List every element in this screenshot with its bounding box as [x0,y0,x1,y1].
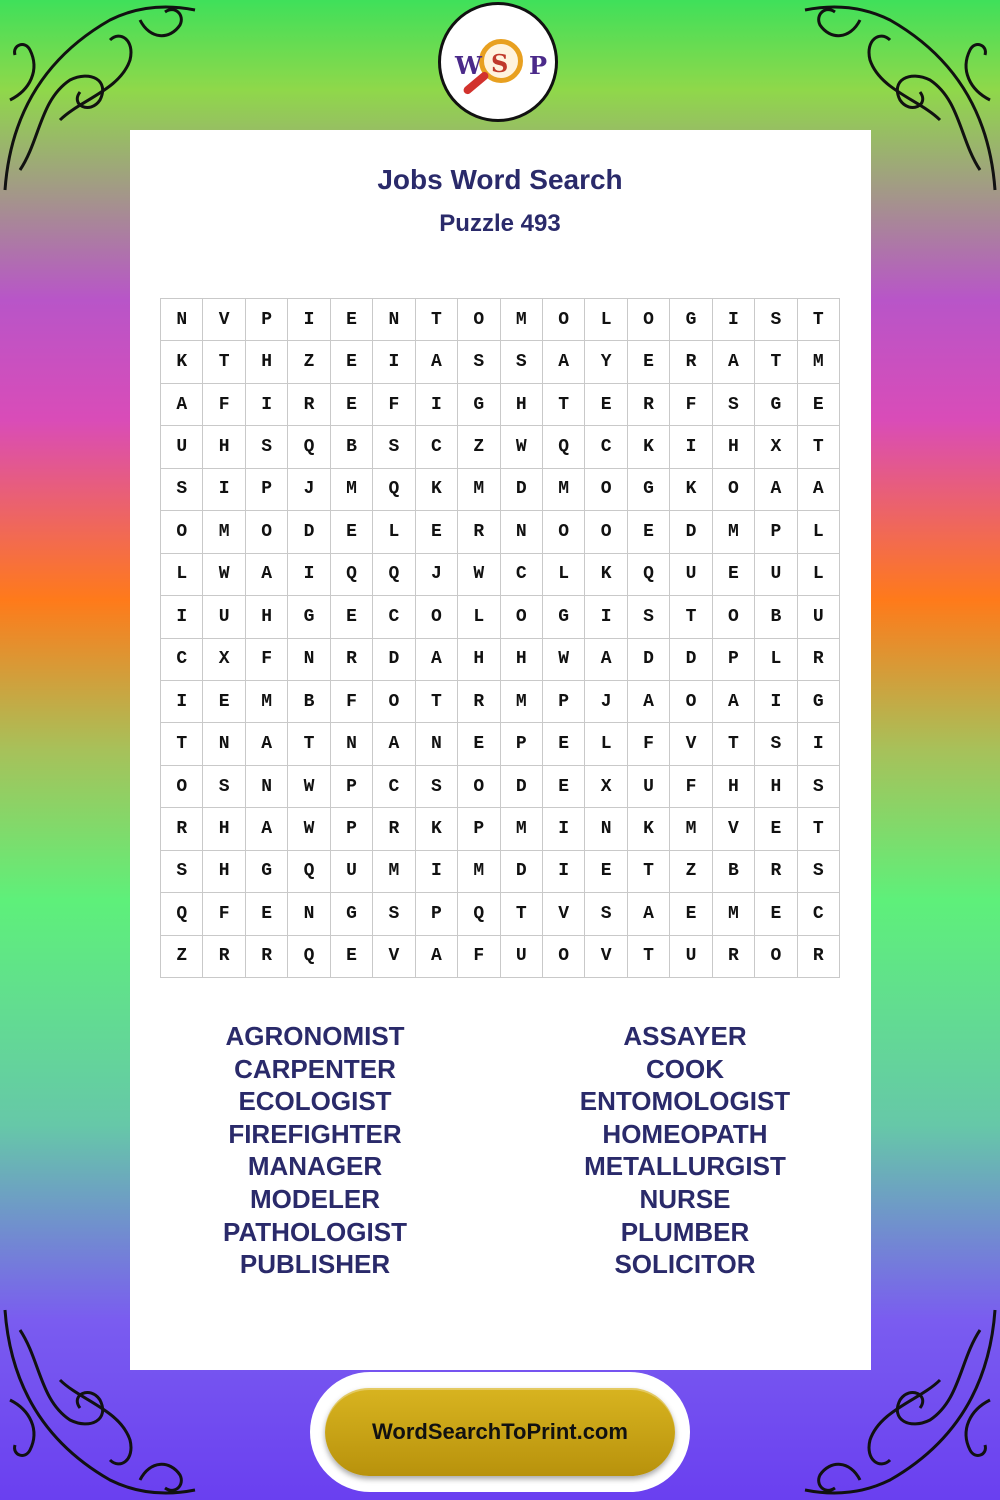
grid-cell[interactable]: O [458,766,500,808]
grid-cell[interactable]: M [713,511,755,553]
grid-cell[interactable]: T [288,723,330,765]
grid-cell[interactable]: G [755,384,797,426]
grid-cell[interactable]: U [755,554,797,596]
grid-cell[interactable]: K [416,469,458,511]
grid-cell[interactable]: O [543,299,585,341]
grid-cell[interactable]: M [670,808,712,850]
grid-cell[interactable]: W [288,766,330,808]
grid-cell[interactable]: N [585,808,627,850]
grid-cell[interactable]: M [501,808,543,850]
grid-cell[interactable]: S [161,851,203,893]
grid-cell[interactable]: O [628,299,670,341]
grid-cell[interactable]: I [373,341,415,383]
grid-cell[interactable]: X [755,426,797,468]
grid-cell[interactable]: R [755,851,797,893]
grid-cell[interactable]: N [331,723,373,765]
grid-cell[interactable]: O [246,511,288,553]
grid-cell[interactable]: F [628,723,670,765]
word-list-item: PUBLISHER [239,1249,391,1280]
grid-cell[interactable]: M [458,851,500,893]
grid-cell[interactable]: E [331,299,373,341]
grid-cell[interactable]: I [543,851,585,893]
word-list-item: NURSE [639,1183,731,1214]
word-list-item: HOMEOPATH [602,1118,768,1149]
grid-cell[interactable]: P [331,808,373,850]
grid-cell[interactable]: F [670,384,712,426]
grid-cell[interactable]: N [373,299,415,341]
grid-cell[interactable]: T [798,299,840,341]
grid-cell[interactable]: T [755,341,797,383]
grid-cell[interactable]: R [798,639,840,681]
grid-cell[interactable]: S [458,341,500,383]
grid-cell[interactable]: Q [288,851,330,893]
grid-cell[interactable]: K [416,808,458,850]
grid-cell[interactable]: X [203,639,245,681]
grid-cell[interactable]: V [670,723,712,765]
word-list-left [130,1020,500,1281]
grid-cell[interactable]: E [331,936,373,978]
grid-cell[interactable]: E [331,341,373,383]
grid-cell[interactable]: G [331,893,373,935]
grid-cell[interactable]: U [798,596,840,638]
grid-cell[interactable]: U [628,766,670,808]
grid-cell[interactable]: M [246,681,288,723]
grid-cell[interactable]: T [416,299,458,341]
grid-cell[interactable]: A [373,723,415,765]
grid-cell[interactable]: L [585,299,627,341]
grid-cell[interactable]: C [798,893,840,935]
grid-cell[interactable]: D [628,639,670,681]
grid-cell[interactable]: R [373,808,415,850]
grid-cell[interactable]: A [416,341,458,383]
grid-cell[interactable]: S [416,766,458,808]
logo-letter-p: P [529,51,548,80]
grid-cell[interactable]: G [288,596,330,638]
grid-cell[interactable]: D [670,639,712,681]
grid-cell[interactable]: Y [585,341,627,383]
word-list-item: SOLICITOR [614,1249,756,1280]
grid-cell[interactable]: L [543,554,585,596]
grid-cell[interactable]: R [246,936,288,978]
grid-cell[interactable]: L [798,554,840,596]
grid-cell[interactable]: I [670,426,712,468]
grid-cell[interactable]: E [628,341,670,383]
grid-cell[interactable]: A [585,639,627,681]
grid-cell[interactable]: P [246,469,288,511]
grid-cell[interactable]: S [798,766,840,808]
grid-cell[interactable]: S [755,723,797,765]
word-list-item: MODELER [250,1183,380,1214]
grid-cell[interactable]: U [203,596,245,638]
grid-cell[interactable]: T [628,851,670,893]
grid-cell[interactable]: A [416,936,458,978]
grid-cell[interactable]: W [203,554,245,596]
puzzle-number: Puzzle 493 [439,210,561,237]
grid-cell[interactable]: U [161,426,203,468]
grid-cell[interactable]: N [501,511,543,553]
grid-cell[interactable]: Z [288,341,330,383]
grid-cell[interactable]: I [713,299,755,341]
grid-cell[interactable]: C [373,766,415,808]
grid-cell[interactable]: U [670,554,712,596]
grid-cell[interactable]: O [543,936,585,978]
grid-cell[interactable]: R [288,384,330,426]
grid-cell[interactable]: A [713,681,755,723]
grid-cell[interactable]: T [798,808,840,850]
grid-cell[interactable]: S [713,384,755,426]
grid-cell[interactable]: O [670,681,712,723]
grid-cell[interactable]: S [585,893,627,935]
word-list-item: CARPENTER [234,1053,396,1084]
grid-cell[interactable]: C [585,426,627,468]
grid-cell[interactable]: E [416,511,458,553]
grid-cell[interactable]: U [501,936,543,978]
grid-cell[interactable]: G [246,851,288,893]
grid-cell[interactable]: E [331,511,373,553]
grid-cell[interactable]: F [458,936,500,978]
grid-cell[interactable]: O [458,299,500,341]
grid-cell[interactable]: P [501,723,543,765]
grid-cell[interactable]: Z [458,426,500,468]
logo-letter-w: W [455,51,482,80]
grid-cell[interactable]: O [416,596,458,638]
grid-cell[interactable]: V [585,936,627,978]
grid-cell[interactable]: F [373,384,415,426]
grid-cell[interactable]: M [203,511,245,553]
grid-cell[interactable]: V [373,936,415,978]
grid-cell[interactable]: K [628,426,670,468]
grid-cell[interactable]: A [628,893,670,935]
grid-cell[interactable]: P [755,511,797,553]
logo-letter-s: S [491,49,509,78]
grid-cell[interactable]: C [501,554,543,596]
grid-cell[interactable]: U [670,936,712,978]
grid-cell[interactable]: H [203,808,245,850]
grid-cell[interactable]: U [331,851,373,893]
grid-cell[interactable]: C [373,596,415,638]
grid-cell[interactable]: K [670,469,712,511]
grid-cell[interactable]: O [755,936,797,978]
grid-cell[interactable]: M [713,893,755,935]
grid-cell[interactable]: R [670,341,712,383]
grid-cell[interactable]: I [543,808,585,850]
grid-cell[interactable]: M [543,469,585,511]
grid-cell[interactable]: B [713,851,755,893]
word-list-item: AGRONOMIST [225,1021,405,1051]
grid-cell[interactable]: O [161,511,203,553]
grid-cell[interactable]: L [161,554,203,596]
grid-cell[interactable]: W [288,808,330,850]
grid-cell[interactable]: N [203,723,245,765]
grid-cell[interactable]: G [628,469,670,511]
grid-cell[interactable]: I [416,384,458,426]
grid-cell[interactable]: I [798,723,840,765]
grid-cell[interactable]: Q [288,426,330,468]
grid-cell[interactable]: W [543,639,585,681]
grid-cell[interactable]: Q [373,469,415,511]
grid-cell[interactable]: G [670,299,712,341]
grid-cell[interactable]: R [458,511,500,553]
grid-cell[interactable]: I [161,681,203,723]
grid-cell[interactable]: R [331,639,373,681]
grid-cell[interactable]: M [373,851,415,893]
grid-cell[interactable]: O [713,469,755,511]
word-list-item: ASSAYER [623,1021,747,1051]
grid-cell[interactable]: T [161,723,203,765]
grid-cell[interactable]: M [458,469,500,511]
grid-cell[interactable]: M [501,299,543,341]
word-list-item: PATHOLOGIST [223,1216,407,1247]
grid-cell[interactable]: G [798,681,840,723]
grid-cell[interactable]: T [501,893,543,935]
grid-cell[interactable]: Q [628,554,670,596]
word-list [130,1020,870,1281]
grid-cell[interactable]: H [458,639,500,681]
grid-cell[interactable]: A [713,341,755,383]
grid-cell[interactable]: S [203,766,245,808]
word-list-item: ENTOMOLOGIST [579,1086,791,1117]
grid-cell[interactable]: E [585,851,627,893]
grid-cell[interactable]: S [798,851,840,893]
grid-cell[interactable]: I [288,554,330,596]
grid-cell[interactable]: G [543,596,585,638]
grid-cell[interactable]: T [416,681,458,723]
grid-cell[interactable]: N [161,299,203,341]
grid-cell[interactable]: E [543,766,585,808]
grid-cell[interactable]: S [501,341,543,383]
grid-cell[interactable]: Z [670,851,712,893]
grid-cell[interactable]: Q [331,554,373,596]
word-list-item: PLUMBER [620,1216,750,1247]
grid-cell[interactable]: H [203,851,245,893]
grid-cell[interactable]: R [458,681,500,723]
site-link-button[interactable]: WordSearchToPrint.com [325,1388,675,1476]
grid-cell[interactable]: O [713,596,755,638]
grid-cell[interactable]: G [458,384,500,426]
grid-cell[interactable]: L [458,596,500,638]
grid-cell[interactable]: N [246,766,288,808]
wsp-logo[interactable] [438,2,558,122]
grid-cell[interactable]: D [501,469,543,511]
grid-cell[interactable]: I [203,469,245,511]
grid-cell[interactable]: J [288,469,330,511]
grid-cell[interactable]: I [755,681,797,723]
grid-cell[interactable]: K [628,808,670,850]
grid-cell[interactable]: Q [161,893,203,935]
grid-cell[interactable]: A [416,639,458,681]
grid-cell[interactable]: Z [161,936,203,978]
grid-cell[interactable]: Q [373,554,415,596]
grid-cell[interactable]: A [798,469,840,511]
grid-cell[interactable]: L [585,723,627,765]
grid-cell[interactable]: F [203,384,245,426]
grid-cell[interactable]: Q [458,893,500,935]
grid-cell[interactable]: I [288,299,330,341]
grid-cell[interactable]: F [246,639,288,681]
grid-cell[interactable]: W [458,554,500,596]
grid-cell[interactable]: N [416,723,458,765]
grid-cell[interactable]: O [585,511,627,553]
grid-cell[interactable]: O [161,766,203,808]
grid-cell[interactable]: S [628,596,670,638]
grid-cell[interactable]: H [755,766,797,808]
grid-cell[interactable]: R [713,936,755,978]
grid-cell[interactable]: H [501,639,543,681]
grid-cell[interactable]: X [585,766,627,808]
word-list-item: FIREFIGHTER [228,1118,402,1149]
letter-grid[interactable] [160,298,840,978]
grid-cell[interactable]: A [246,808,288,850]
grid-cell[interactable]: E [628,511,670,553]
grid-cell[interactable]: M [798,341,840,383]
page-title: Jobs Word Search [377,164,623,195]
word-list-item: ECOLOGIST [238,1086,392,1117]
grid-cell[interactable]: E [755,893,797,935]
grid-cell[interactable]: M [331,469,373,511]
grid-cell[interactable]: S [373,426,415,468]
grid-cell[interactable]: T [203,341,245,383]
grid-cell[interactable]: K [161,341,203,383]
grid-cell[interactable]: A [628,681,670,723]
grid-cell[interactable]: J [585,681,627,723]
word-list-item: MANAGER [247,1151,383,1182]
grid-cell[interactable]: P [458,808,500,850]
grid-cell[interactable]: E [203,681,245,723]
grid-cell[interactable]: E [585,384,627,426]
grid-cell[interactable]: C [416,426,458,468]
grid-cell[interactable]: H [246,596,288,638]
grid-cell[interactable]: Q [288,936,330,978]
grid-cell[interactable]: L [798,511,840,553]
grid-cell[interactable]: K [585,554,627,596]
grid-cell[interactable]: D [373,639,415,681]
grid-cell[interactable]: H [203,426,245,468]
grid-cell[interactable]: V [203,299,245,341]
grid-cell[interactable]: F [670,766,712,808]
grid-cell[interactable]: W [501,426,543,468]
grid-cell[interactable]: H [246,341,288,383]
grid-cell[interactable]: I [585,596,627,638]
grid-cell[interactable]: E [458,723,500,765]
grid-cell[interactable]: S [755,299,797,341]
grid-cell[interactable]: I [246,384,288,426]
grid-cell[interactable]: S [161,469,203,511]
grid-cell[interactable]: P [713,639,755,681]
grid-cell[interactable]: E [713,554,755,596]
grid-cell[interactable]: O [373,681,415,723]
grid-cell[interactable]: F [203,893,245,935]
grid-cell[interactable]: A [755,469,797,511]
grid-cell[interactable]: C [161,639,203,681]
grid-cell[interactable]: F [331,681,373,723]
grid-cell[interactable]: S [246,426,288,468]
grid-cell[interactable]: O [585,469,627,511]
grid-cell[interactable]: L [755,639,797,681]
grid-cell[interactable]: A [246,723,288,765]
grid-cell[interactable]: O [501,596,543,638]
grid-cell[interactable]: R [203,936,245,978]
word-list-right [500,1020,870,1281]
grid-cell[interactable]: E [331,596,373,638]
grid-cell[interactable]: T [628,936,670,978]
word-list-item: COOK [646,1053,724,1084]
grid-cell[interactable]: P [331,766,373,808]
grid-cell[interactable]: D [670,511,712,553]
grid-cell[interactable]: T [543,384,585,426]
grid-cell[interactable]: A [543,341,585,383]
grid-cell[interactable]: T [670,596,712,638]
grid-cell[interactable]: E [798,384,840,426]
grid-cell[interactable]: I [161,596,203,638]
grid-cell[interactable]: B [755,596,797,638]
grid-cell[interactable]: J [416,554,458,596]
grid-cell[interactable]: A [161,384,203,426]
grid-cell[interactable]: B [331,426,373,468]
grid-cell[interactable]: N [288,639,330,681]
grid-cell[interactable]: B [288,681,330,723]
grid-cell[interactable]: V [543,893,585,935]
grid-cell[interactable]: A [246,554,288,596]
grid-cell[interactable]: P [246,299,288,341]
grid-cell[interactable]: D [501,851,543,893]
grid-cell[interactable]: L [373,511,415,553]
grid-cell[interactable]: H [713,426,755,468]
grid-cell[interactable]: E [755,808,797,850]
grid-cell[interactable]: H [501,384,543,426]
grid-cell[interactable]: R [161,808,203,850]
grid-cell[interactable]: N [288,893,330,935]
grid-cell[interactable]: R [628,384,670,426]
grid-cell[interactable]: I [416,851,458,893]
grid-cell[interactable]: O [543,511,585,553]
grid-cell[interactable]: E [246,893,288,935]
grid-cell[interactable]: D [501,766,543,808]
grid-cell[interactable]: M [501,681,543,723]
grid-cell[interactable]: E [670,893,712,935]
grid-cell[interactable]: V [713,808,755,850]
grid-cell[interactable]: Q [543,426,585,468]
grid-cell[interactable]: R [798,936,840,978]
grid-cell[interactable]: T [798,426,840,468]
grid-cell[interactable]: E [331,384,373,426]
grid-cell[interactable]: P [543,681,585,723]
grid-cell[interactable]: H [713,766,755,808]
grid-cell[interactable]: E [543,723,585,765]
grid-cell[interactable]: P [416,893,458,935]
grid-cell[interactable]: T [713,723,755,765]
word-list-item: METALLURGIST [584,1151,786,1182]
grid-cell[interactable]: S [373,893,415,935]
grid-cell[interactable]: D [288,511,330,553]
